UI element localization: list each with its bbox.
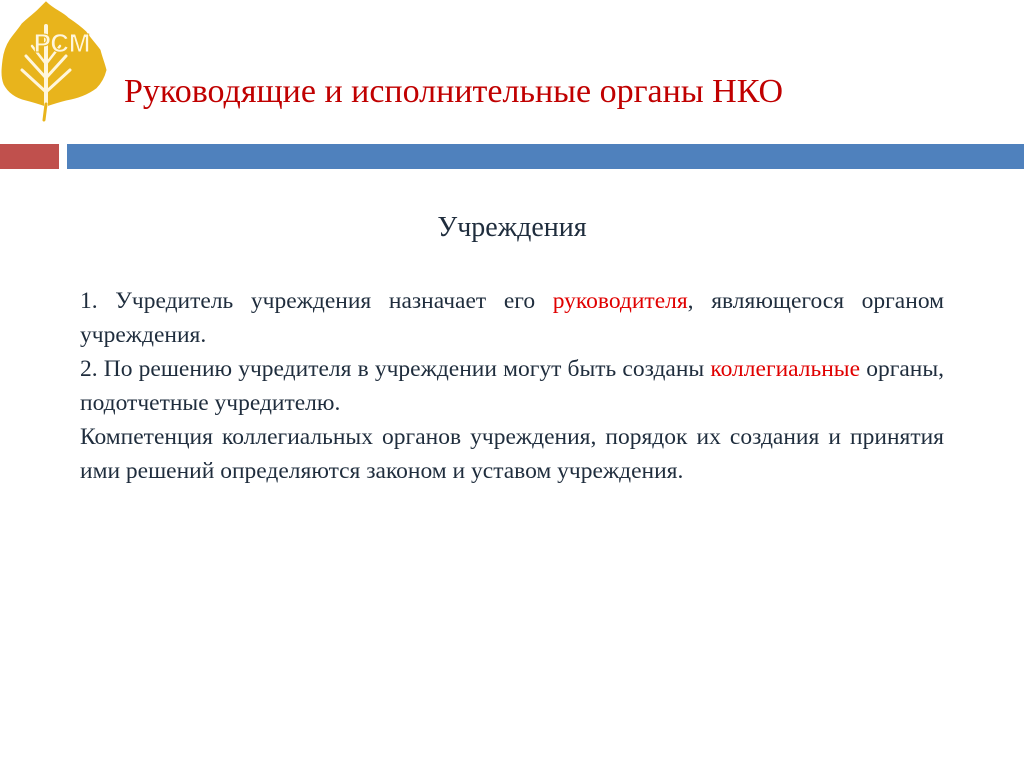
rsm-logo [0,0,115,122]
logo-text: РСМ [33,28,91,58]
divider-bar-blue [67,144,1024,169]
paragraph-3: Компетенция коллегиальных органов учреждения, порядок их создания и принятия ими решений определяются законом и уставом учреждения. [80,424,944,484]
paragraph-1 [80,284,944,352]
paragraph-1-text-before: 1. Учредитель учреждения назначает его [80,288,553,314]
highlight-kollegialnye: коллегиальные [710,356,861,382]
divider-accent-red [0,144,59,169]
birch-leaf-logo-icon [0,0,115,122]
content-body [80,284,944,488]
leaf-stem [44,104,46,120]
page-title: Руководящие и исполнительные органы НКО [124,73,784,110]
paragraph-2 [80,352,944,420]
paragraph-2-text-before: 2. По решению учредителя в учреждении могут быть созданы [80,356,711,382]
paragraph-2-text-after: органы, подотчетные учредителю. [80,356,944,416]
paragraph-1-text-after: , являющегося органом учреждения. [80,288,944,348]
section-heading: Учреждения [437,212,587,243]
highlight-rukovoditelya: руководителя [552,288,688,314]
